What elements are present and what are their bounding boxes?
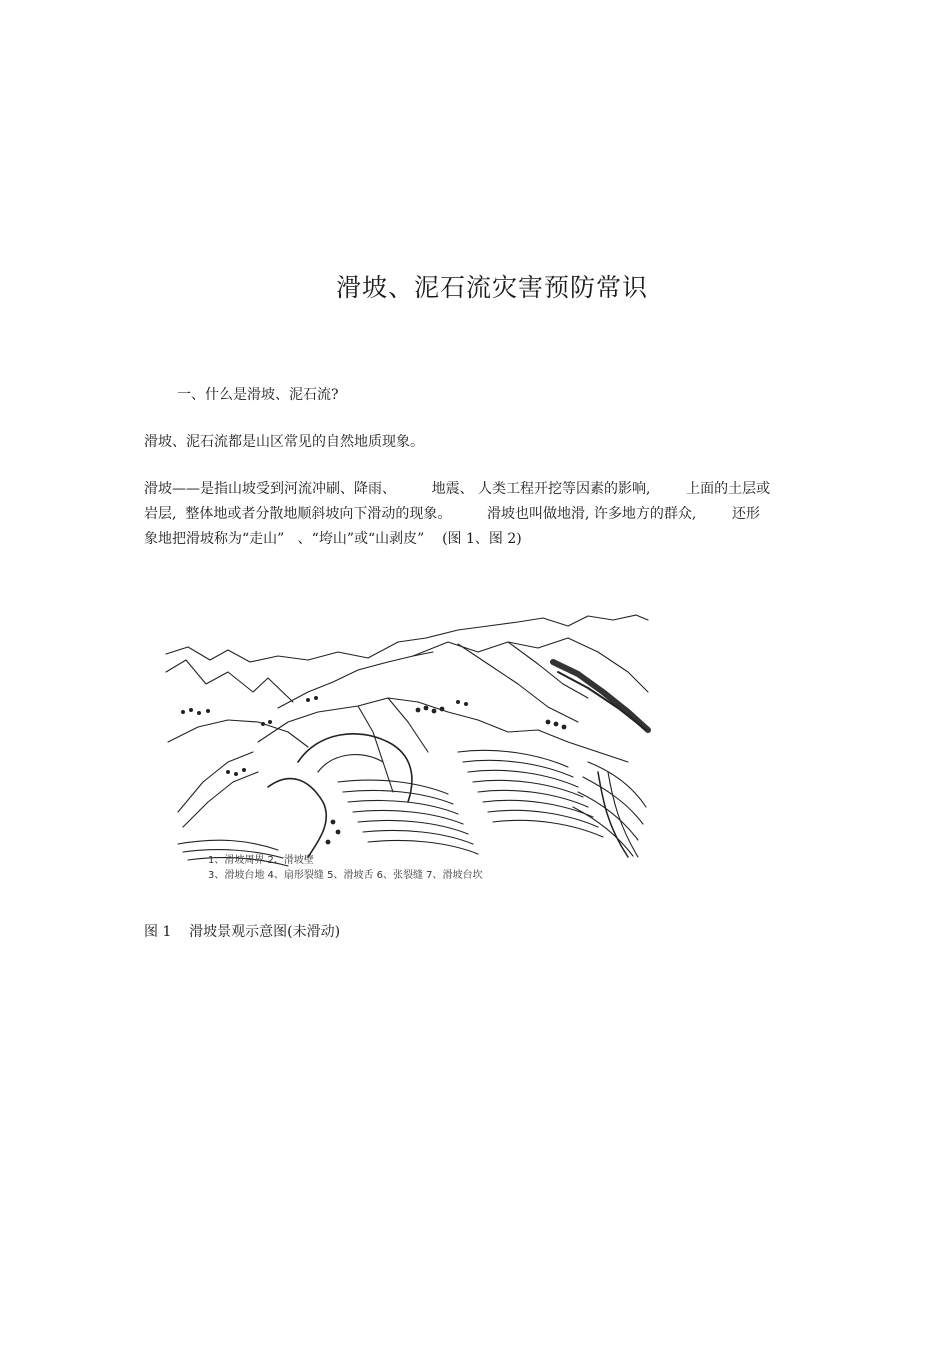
figure-legend-line-1: 1、滑坡周界 2、滑坡壁 [208,855,314,866]
figure-legend-line-2: 3、滑坡台地 4、扇形裂缝 5、滑坡舌 6、张裂缝 7、滑坡台坎 [208,870,483,881]
section-heading: 一、什么是滑坡、泥石流? [177,387,339,403]
intro-paragraph: 滑坡、泥石流都是山区常见的自然地质现象。 [144,434,424,450]
definition-line-1: 滑坡——是指山坡受到河流冲刷、降雨、 地震、 人类工程开挖等因素的影响, 上面的土层或 [144,481,771,497]
definition-paragraph [144,477,804,552]
landslide-illustration [158,612,653,887]
figure-caption: 图 1 滑坡景观示意图(未滑动) [144,924,341,940]
definition-line-2: 岩层, 整体地或者分散地顺斜坡向下滑动的现象。 滑坡也叫做地滑, 许多地方的群众, 还形 [144,506,760,522]
page-title: 滑坡、泥石流灾害预防常识 [335,273,648,302]
definition-line-3: 象地把滑坡称为“走山” 、“垮山”或“山剥皮” (图 1、图 2) [144,531,522,547]
